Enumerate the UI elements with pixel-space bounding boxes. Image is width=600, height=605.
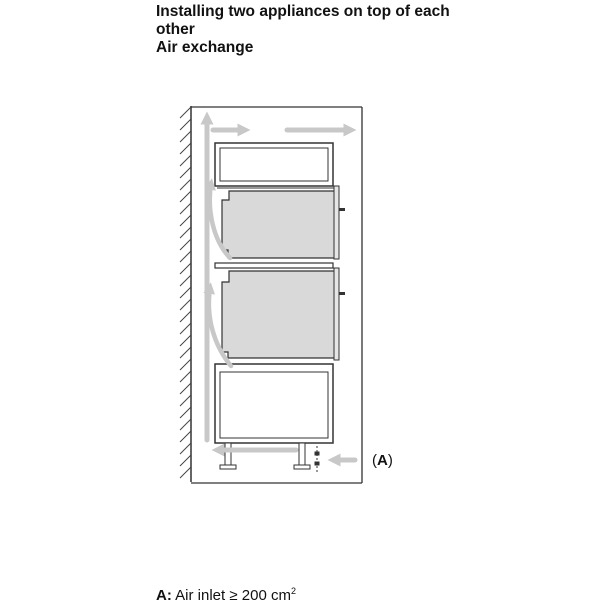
foot-right-base: [294, 465, 310, 469]
heading-line-3: Air exchange: [156, 39, 254, 56]
wall-hatching: [180, 107, 191, 478]
callout-letter: A: [377, 452, 388, 469]
foot-left: [225, 443, 231, 465]
lower-appliance-knob: [339, 292, 345, 295]
callout-close-paren: ): [387, 452, 393, 469]
plinth-panel: [315, 446, 319, 472]
callout-label-a: [372, 452, 393, 470]
legend-superscript: 2: [290, 586, 296, 596]
legend-key: A:: [156, 587, 172, 604]
heading-line-1: Installing two appliances on top of each: [156, 3, 450, 20]
heading-line-2: other: [156, 21, 195, 38]
legend-text: Air inlet ≥ 200 cm: [175, 587, 291, 604]
lower-appliance-front: [334, 268, 339, 360]
intermediate-shelf: [215, 263, 333, 268]
wall: [180, 106, 191, 482]
foot-right: [299, 443, 305, 465]
callout-open-paren: (: [372, 452, 377, 469]
legend-note: [156, 582, 296, 605]
top-compartment: [215, 143, 333, 186]
cabinet-feet: [220, 443, 310, 469]
foot-left-base: [220, 465, 236, 469]
upper-appliance-front: [334, 186, 339, 259]
upper-appliance-knob: [339, 208, 345, 211]
lower-appliance: [222, 268, 345, 360]
upper-appliance: [217, 186, 345, 259]
base-unit: [215, 364, 333, 443]
